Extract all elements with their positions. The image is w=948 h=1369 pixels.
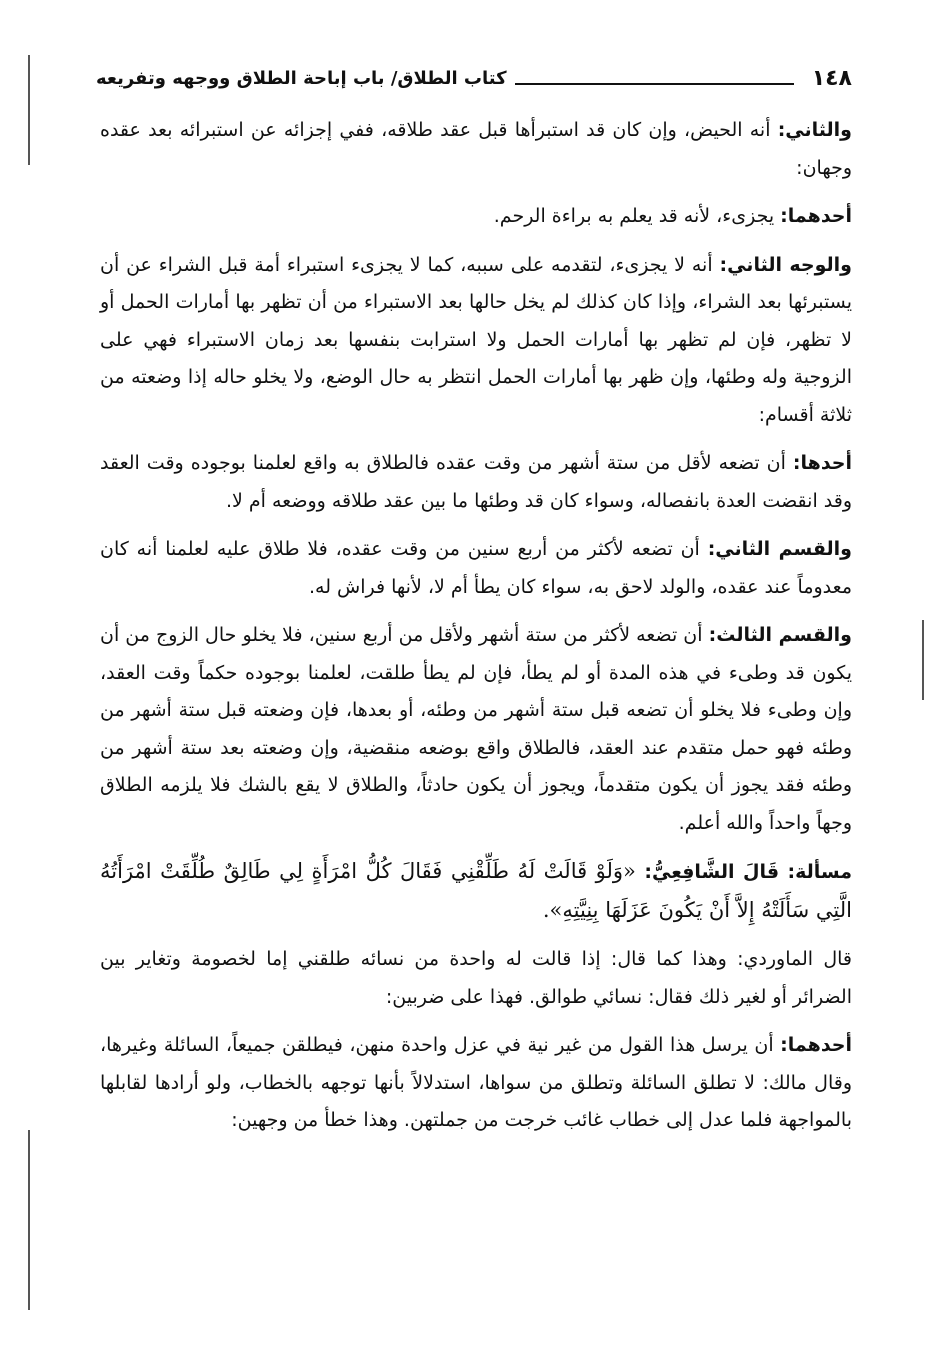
paragraph — [100, 1027, 852, 1140]
paragraph-lead: والثاني: — [777, 119, 852, 141]
paragraph — [100, 247, 852, 435]
paragraph-text: أنه الحيض، وإن كان قد استبرأها قبل عقد طلاقه، ففي إجزائه عن استبرائه بعد عقده وجهان: — [100, 119, 852, 179]
paragraph-lead: أحدهما: — [780, 1034, 852, 1056]
paragraph-text: قال الماوردي: وهذا كما قال: إذا قالت له واحدة من نسائه طلقني إما لخصومة وتغاير بين الضرائر أو لغير ذلك فقال: نسائي طوالق. فهذا على ضربين: — [100, 948, 852, 1008]
masala-quote: «وَلَوْ قَالَتْ لَهُ طَلِّقْنِي فَقَالَ كُلُّ امْرَأَةٍ لِي طَالِقٌ طُلِّقَتْ امْرَأَتُهُ الَّتِي سَأَلَتْهُ إِلاَّ أَنْ يَكُونَ عَزَلَهَا بِنِيَّتِهِ». — [100, 859, 852, 922]
paragraph — [100, 445, 852, 520]
paragraph-text: أن تضعه لأكثر من ستة أشهر ولأقل من أربع سنين، فلا يخلو حال الزوج من أن يكون قد وطىء في هذه المدة أو لم يطأ، فإن لم يطأ طلقت، لعلمنا بوجوده حكماً وقت العقد، وإن وطىء فلا يخلو أن تضعه قبل ستة أشهر من وطئه، أو بعدها، فإن وضعته قبل ستة أشهر من وطئه فهو حمل متقدم عند العقد، فالطلاق واقع بوضعه منقضية، وإن وضعته بعد ستة أشهر من وطئه فقد يجوز أن يكون متقدماً، ويجوز أن يكون حادثاً، والطلاق لا يقع بالشك فلا يلزمه الطلاق وجهاً واحداً والله أعلم. — [100, 624, 852, 834]
paragraph-lead: أحدها: — [792, 452, 852, 474]
masala-paragraph — [100, 853, 852, 930]
header-rule — [515, 83, 794, 85]
page-number: ١٤٨ — [811, 65, 852, 91]
paragraph-text: أن تضعه لأقل من ستة أشهر من وقت عقده فالطلاق به واقع لعلمنا بوجوده وقت العقد وقد انقضت العدة بانفصاله، وسواء كان قد وطئها ما بين عقد طلاقه ووضعه أم لا. — [100, 452, 852, 512]
scan-edge-line — [922, 620, 924, 700]
scan-edge-line — [28, 55, 30, 165]
paragraph-lead: والقسم الثالث: — [708, 624, 852, 646]
running-title: كتاب الطلاق/ باب إباحة الطلاق ووجهه وتفريعه — [96, 67, 507, 89]
masala-lead: مسألة: قَالَ الشَّافِعِيُّ: — [644, 861, 852, 883]
paragraph — [100, 198, 852, 236]
paragraph-lead: والقسم الثاني: — [707, 538, 852, 560]
paragraph — [100, 112, 852, 187]
paragraph-text: يجزىء، لأنه قد يعلم به براءة الرحم. — [493, 205, 781, 227]
paragraph-text: أن يرسل هذا القول من غير نية في عزل واحدة منهن، فيطلقن جميعاً، السائلة وغيرها، وقال مالك: لا تطلق السائلة وتطلق من سواها، استدلالاً بأنها توجهه بالخطاب، ولو أرادها لقابلها بالمواجهة فلما عدل إلى خطاب غائب خرجت من جملتهن. وهذا خطأ من وجهين: — [100, 1034, 852, 1131]
paragraph — [100, 531, 852, 606]
page-header — [96, 58, 852, 98]
paragraph-lead: والوجه الثاني: — [719, 253, 852, 276]
paragraph — [100, 617, 852, 842]
paragraph-text: أن تضعه لأكثر من أربع سنين من وقت عقده، فلا طلاق عليه لعلمنا أنه كان معدوماً عند عقده، والولد لاحق به، سواء كان يطأ أم لا، لأنها فراش له. — [100, 538, 852, 598]
page-body — [100, 112, 852, 1151]
paragraph-text: أنه لا يجزىء، لتقدمه على سببه، كما لا يجزىء استبراء أمة قبل الشراء عن أن يستبرئها بعد الشراء، وإذا كان كذلك لم يخل حالها بعد الاستبراء من أن تظهر بها أمارات الحمل أو لا تظهر، فإن لم تظهر بها أمارات الحمل ولا استرابت بنفسها بعد زمان الاستبراء فهي على الزوجية وله وطئها، وإن ظهر بها أمارات الحمل انتظر به حال الوضع، ولا يخلو حاله إذا وضعته من ثلاثة أقسام: — [100, 253, 852, 426]
scan-edge-line — [28, 1130, 30, 1310]
paragraph — [100, 941, 852, 1016]
paragraph-lead: أحدهما: — [780, 205, 852, 227]
